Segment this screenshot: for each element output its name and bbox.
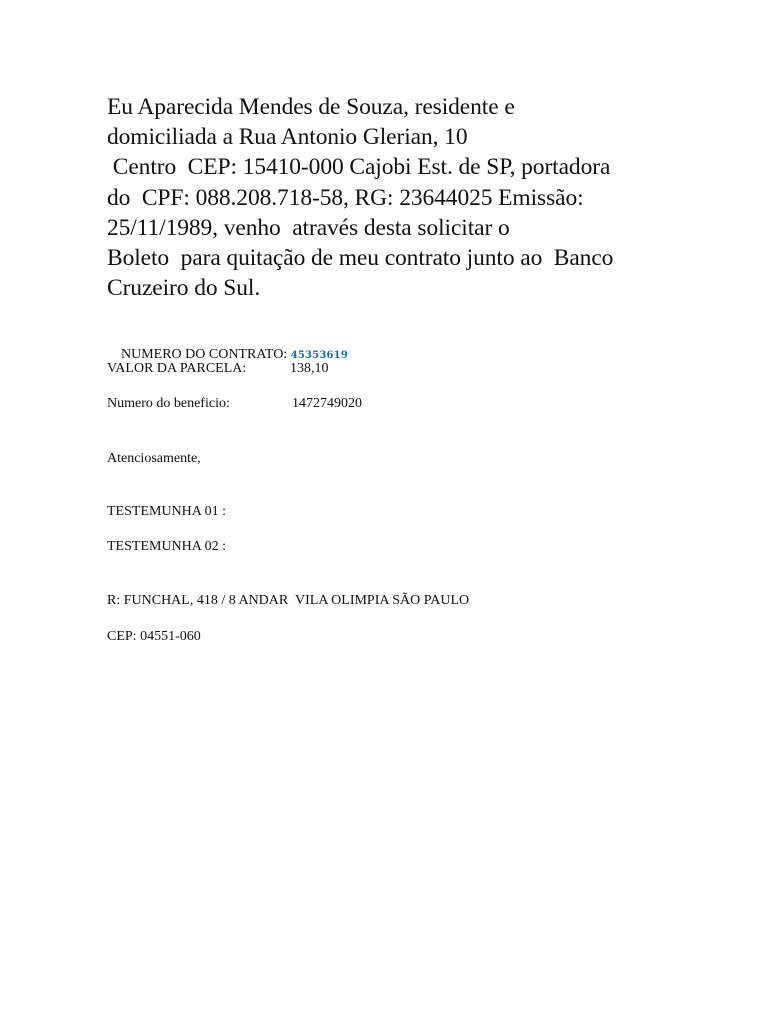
intro-line-1: Eu Aparecida Mendes de Souza, residente e <box>107 94 515 120</box>
intro-line-6: Boleto para quitação de meu contrato junto ao Banco <box>107 245 614 272</box>
installment-value: 138,10 <box>290 361 329 376</box>
bank-cep-line: CEP: 04551-060 <box>107 629 201 644</box>
witness-2-label: TESTEMUNHA 02 : <box>107 539 226 554</box>
intro-line-5: 25/11/1989, venho através desta solicitar o <box>107 214 510 241</box>
intro-line-4: do CPF: 088.208.718-58, RG: 23644025 Emissão: <box>107 184 584 211</box>
benefit-label: Numero do beneficio: <box>107 396 230 411</box>
intro-line-7: Cruzeiro do Sul. <box>107 275 261 302</box>
closing-salutation: Atenciosamente, <box>107 451 201 466</box>
contract-number-label: NUMERO DO CONTRATO: <box>121 347 291 362</box>
witness-1-label: TESTEMUNHA 01 : <box>107 504 226 519</box>
benefit-value: 1472749020 <box>292 396 362 411</box>
intro-line-2: domiciliada a Rua Antonio Glerian, 10 <box>107 124 468 151</box>
intro-line-3: Centro CEP: 15410-000 Cajobi Est. de SP, portadora <box>107 154 611 181</box>
letter-intro-paragraph <box>107 92 707 303</box>
bank-address-line: R: FUNCHAL, 418 / 8 ANDAR VILA OLIMPIA SÃO PAULO <box>107 593 470 608</box>
installment-label: VALOR DA PARCELA: <box>107 361 247 376</box>
contract-number-value: 45353619 <box>290 350 348 361</box>
